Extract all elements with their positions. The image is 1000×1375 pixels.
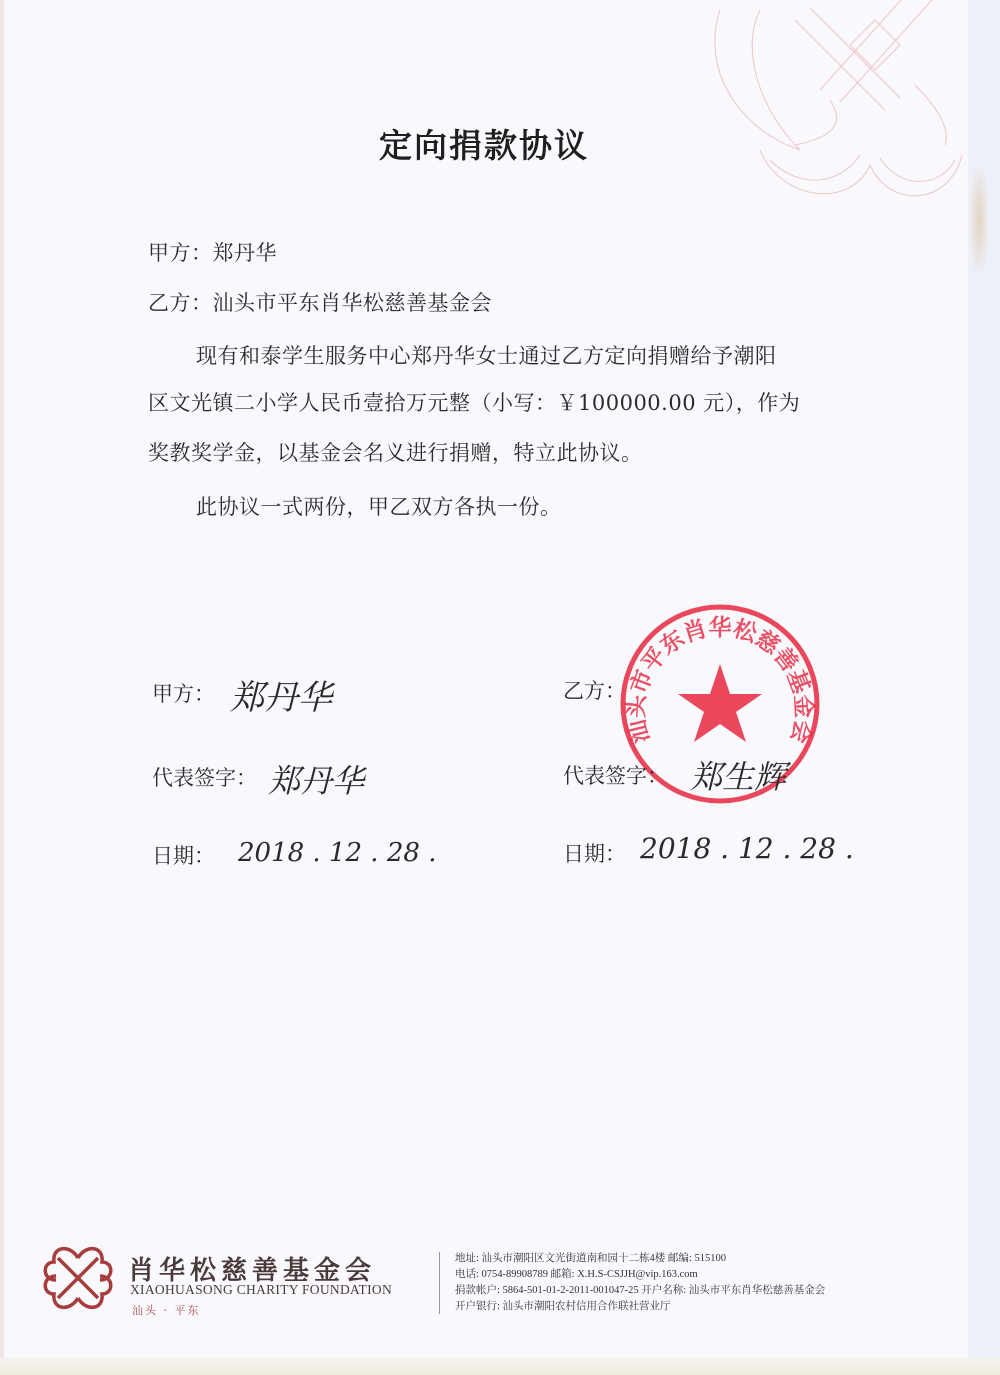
party-a-sign-label: 甲方： bbox=[152, 682, 215, 706]
body-paragraph-line-3: 奖教奖学金，以基金会名义进行捐赠，特立此协议。 bbox=[148, 441, 643, 465]
document-title: 定向捐款协议 bbox=[379, 126, 589, 165]
scan-bottom-edge bbox=[0, 1358, 1000, 1375]
stamp-text: 汕头市平东肖华松慈善基金会 bbox=[623, 615, 817, 746]
footer-bank: 开户银行: 汕头市潮阳农村信用合作联社营业厅 bbox=[455, 1301, 671, 1312]
party-a-signature: 郑丹华 bbox=[230, 678, 332, 718]
footer-divider bbox=[439, 1252, 440, 1314]
party-a-date: 2018 . 12 . 28 . bbox=[238, 838, 437, 868]
foundation-logo-icon bbox=[40, 1240, 116, 1316]
star-icon bbox=[678, 664, 762, 742]
foundation-name-en: XIAOHUASONG CHARITY FOUNDATION bbox=[130, 1282, 392, 1297]
body-paragraph-line-1: 现有和泰学生服务中心郑丹华女士通过乙方定向捐赠给予潮阳 bbox=[196, 344, 777, 368]
party-a-value: 郑丹华 bbox=[212, 241, 277, 265]
party-b-date-label: 日期： bbox=[563, 842, 626, 866]
party-b-date: 2018 . 12 . 28 . bbox=[640, 832, 854, 865]
party-b-line bbox=[148, 287, 492, 317]
foundation-name-cn: 肖华松慈善基金会 bbox=[128, 1256, 377, 1286]
party-a-rep-label: 代表签字： bbox=[152, 766, 257, 790]
foundation-location: 汕头 · 平东 bbox=[132, 1304, 201, 1317]
body-paragraph-line-2: 区文光镇二小学人民币壹拾万元整（小写：￥100000.00 元），作为 bbox=[148, 391, 801, 415]
body-paragraph-line-4: 此协议一式两份，甲乙双方各执一份。 bbox=[196, 495, 562, 519]
party-b-rep-label: 代表签字： bbox=[563, 764, 668, 788]
party-a-label: 甲方： bbox=[148, 241, 213, 265]
party-a-date-label: 日期： bbox=[152, 844, 215, 868]
paper-stain bbox=[970, 170, 988, 270]
party-b-rep-signature: 郑生辉 bbox=[690, 758, 787, 796]
party-a-line bbox=[148, 237, 277, 267]
party-b-sign-label: 乙方： bbox=[563, 679, 626, 703]
footer-phone-email: 电话: 0754-89908789 邮箱: X.H.S-CSJJH@vip.163.com bbox=[455, 1269, 698, 1280]
watermark-logo-icon bbox=[700, 0, 970, 220]
party-b-value: 汕头市平东肖华松慈善基金会 bbox=[212, 291, 492, 315]
footer-account: 捐款帐户: 5864-501-01-2-2011-001047-25 开户名称: 汕头市平东肖华松慈善基金会 bbox=[455, 1285, 826, 1296]
party-b-label: 乙方： bbox=[148, 291, 213, 315]
footer-address: 地址: 汕头市潮阳区文光街道南和园十二栋4楼 邮编: 515100 bbox=[455, 1253, 726, 1264]
footer-contact-info bbox=[455, 1251, 825, 1315]
party-a-rep-signature: 郑丹华 bbox=[268, 762, 365, 800]
